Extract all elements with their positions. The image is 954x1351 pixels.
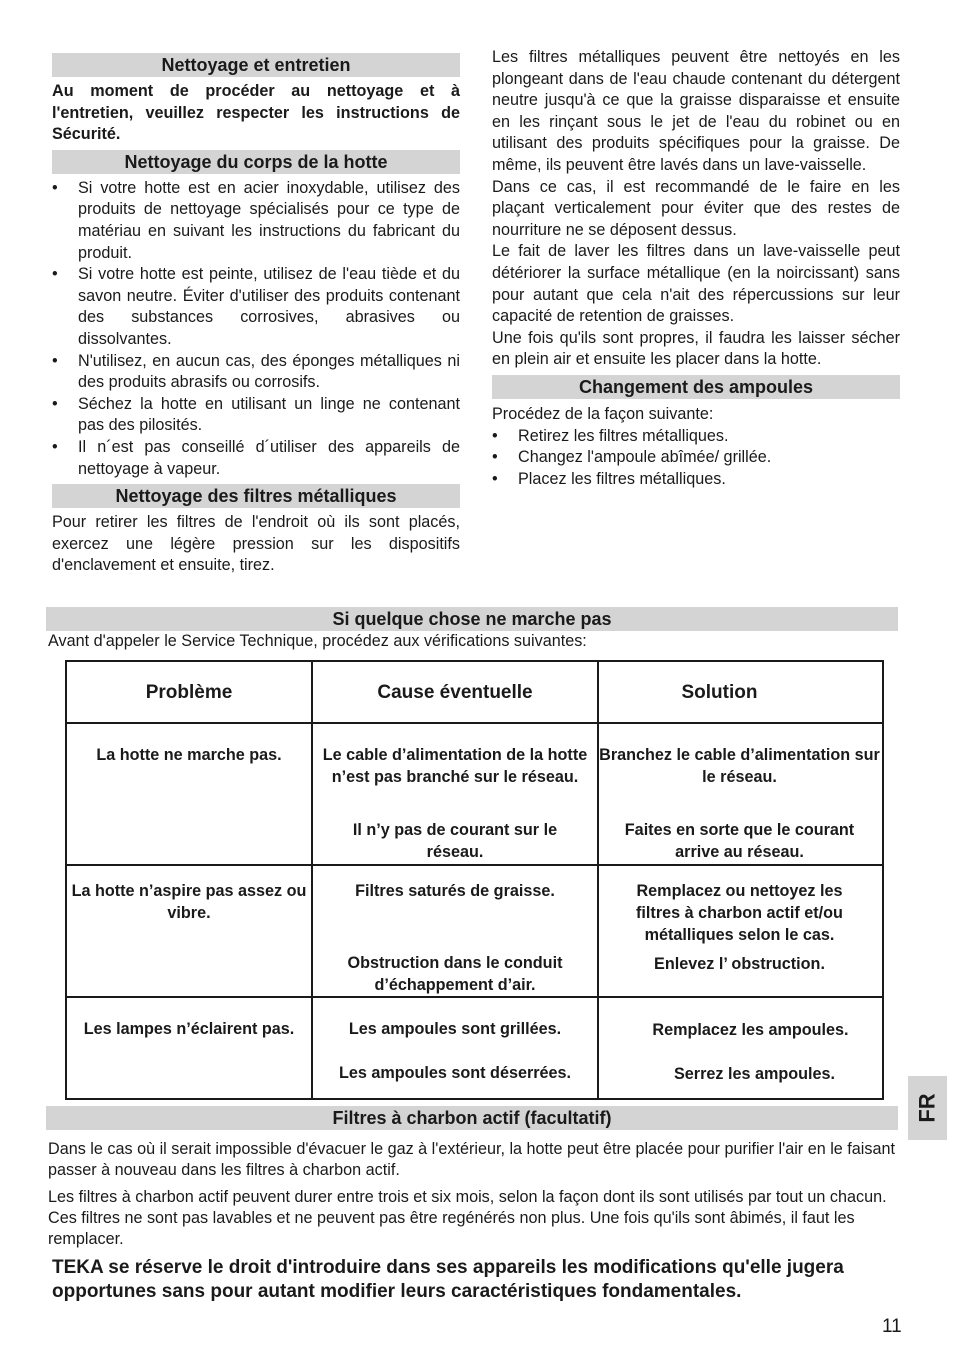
solution-cell: Faites en sorte que le courant arrive au réseau. [624,821,855,861]
charcoal-para-2: Les filtres à charbon actif peuvent durer entre trois et six mois, selon la façon dont ils sont utilisés par tout un chacun. Ces filtres ne sont pas lavables et ne peuvent pas être regénérés non plus. Une fois qu'ils sont âbimés, il faut les remplacer. [48,1188,887,1248]
page-number: 11 [882,1316,902,1337]
troubleshoot-table [65,660,884,1100]
list-item: • Retirez les filtres métalliques. [492,426,900,448]
body-cleaning-list [52,178,460,480]
header-solution: Solution [681,682,758,703]
section-heading-body: Nettoyage du corps de la hotte [52,150,460,174]
solution-cell: Serrez les ampoules. [673,1065,836,1083]
row-divider [67,864,882,866]
problem-cell: La hotte ne marche pas. [96,746,282,764]
list-item: • N'utilisez, en aucun cas, des éponges métalliques ni des produits abrasifs ou corrosifs. [52,351,460,394]
column-divider [597,662,599,1098]
row-divider [67,722,882,724]
cause-cell: Filtres saturés de graisse. [355,882,555,900]
cause-cell: Obstruction dans le conduit d’échappement d’air. [347,954,563,994]
troubleshoot-intro: Avant d'appeler le Service Technique, procédez aux vérifications suivantes: [48,632,587,650]
bulbs-list [492,426,900,491]
cause-cell: Il n’y pas de courant sur le réseau. [352,821,558,861]
filters-para-3: Le fait de laver les filtres dans un lave-vaisselle peut détériorer la surface métallique (en la noircissant) sans pour autant que cela n'ait des répercussions sur leur capacité de retention de graisses. [492,242,900,326]
section-heading-troubleshoot: Si quelque chose ne marche pas [46,607,898,631]
row-divider [67,996,882,998]
list-item: • Séchez la hotte en utilisant un linge ne contenant pas des pilosités. [52,394,460,437]
list-item: • Si votre hotte est peinte, utilisez de l'eau tiède et du savon neutre. Éviter d'utiliser des produits contenant des substances corrosives, abrasives ou dissolvantes. [52,264,460,350]
language-label: FR [914,1093,940,1123]
solution-cell: Remplacez les ampoules. [652,1021,849,1039]
list-item: • Changez l'ampoule abîmée/ grillée. [492,447,900,469]
problem-cell: Les lampes n’éclairent pas. [83,1020,295,1038]
section-heading-cleaning: Nettoyage et entretien [52,53,460,77]
list-item: • Il n´est pas conseillé d´utiliser des appareils de nettoyage à vapeur. [52,437,460,480]
charcoal-para-1: Dans le cas où il serait impossible d'évacuer le gaz à l'extérieur, la hotte peut être placée pour purifier l'air en le faisant passer à nouveau dans les filtres à charbon actif. [48,1140,895,1179]
cause-cell: Les ampoules sont déserrées. [338,1064,572,1082]
cause-cell: Le cable d’alimentation de la hotte n’est pas branché sur le réseau. [322,746,588,786]
column-divider [311,662,313,1098]
section-heading-bulbs: Changement des ampoules [492,375,900,399]
right-column [492,47,900,490]
section-heading-charcoal: Filtres à charbon actif (facultatif) [46,1106,898,1130]
header-problem: Problème [145,682,233,703]
list-item: • Placez les filtres métalliques. [492,469,900,491]
left-column [52,47,460,577]
filters-para-1: Les filtres métalliques peuvent être nettoyés en les plongeant dans de l'eau chaude contenant du détergent neutre jusqu'à ce que la graisse disparaisse et ensuite en les rinçant sous le jet de l'eau du robinet ou en utilisant des produits spécifiques pour la graisse. De même, ils peuvent être lavés dans un lave-vaisselle. [492,48,900,174]
problem-cell: La hotte n’aspire pas assez ou vibre. [71,882,307,922]
solution-cell: Remplacez ou nettoyez les filtres à charbon actif et/ou métalliques selon le cas. [636,882,843,944]
filters-text: Pour retirer les filtres de l'endroit où ils sont placés, exercez une légère pression sur les dispositifs d'enclavement et ensuite, tirez. [52,513,460,575]
solution-cell: Branchez le cable d’alimentation sur le réseau. [599,746,880,786]
section-heading-filters: Nettoyage des filtres métalliques [52,484,460,508]
filters-para-4: Une fois qu'ils sont propres, il faudra les laisser sécher en plein air et ensuite les placer dans la hotte. [492,328,900,369]
solution-cell: Enlevez l’ obstruction. [654,955,825,973]
cause-cell: Les ampoules sont grillées. [348,1020,562,1038]
disclaimer: TEKA se réserve le droit d'introduire dans ses appareils les modifications qu'elle jugera opportunes sans pour autant modifier leurs caractéristiques fondamentales. [52,1257,844,1302]
bulbs-intro: Procédez de la façon suivante: [492,404,714,423]
language-tab [908,1076,947,1140]
list-item: • Si votre hotte est en acier inoxydable, utilisez des produits de nettoyage spécialisés pour ce type de matériau en suivant les instructions du fabricant du produit. [52,178,460,264]
filters-para-2: Dans ce cas, il est recommandé de le faire en les plaçant verticalement pour éviter que des restes de nourriture ne se déposent dessus. [492,177,900,239]
header-cause: Cause éventuelle [377,682,533,703]
cleaning-intro: Au moment de procéder au nettoyage et à l'entretien, veuillez respecter les instructions de Sécurité. [52,82,460,144]
